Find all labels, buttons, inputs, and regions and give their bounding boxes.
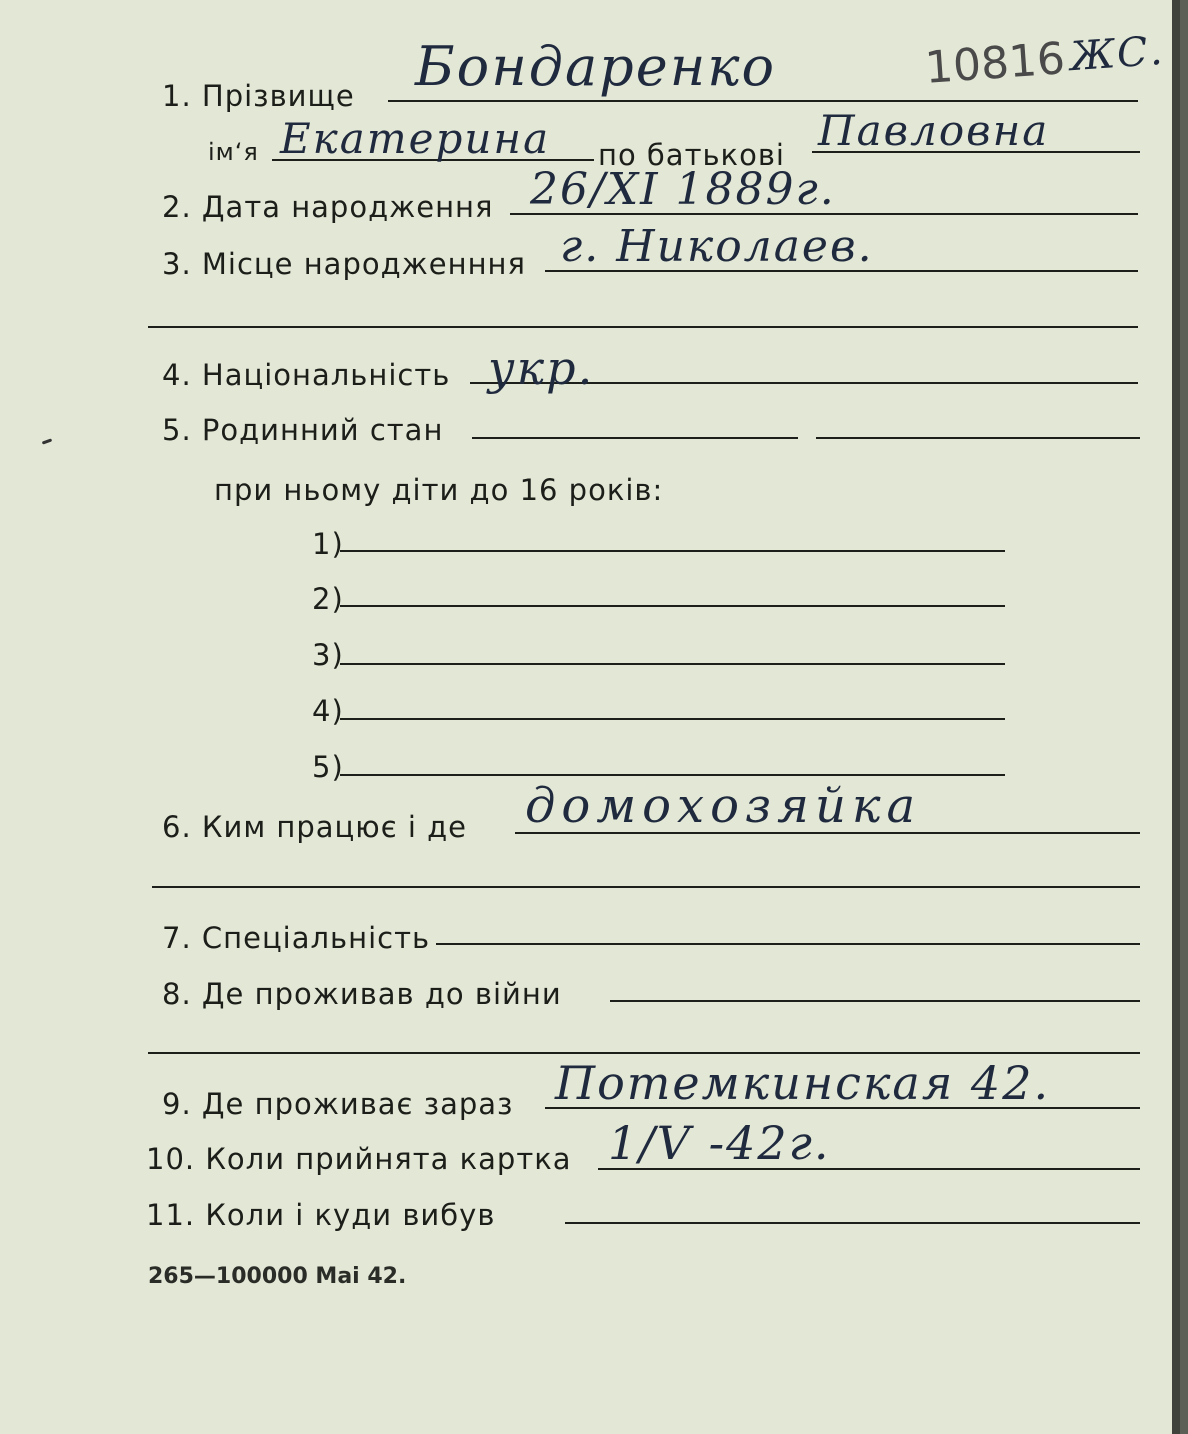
field-current-residence-label: 9. Де проживає зараз [162,1087,514,1121]
child-1-label: 1) [312,527,344,561]
field-occupation-value: домохозяйка [525,778,922,834]
child-4-label: 4) [312,694,344,728]
field-marital-line-1 [472,437,798,439]
field-prewar-residence-label: 8. Де проживав до війни [162,977,562,1011]
field-departed-label: 11. Коли і куди вибув [146,1198,496,1232]
field-surname-label: 1. Прізвище [162,79,355,113]
field-nationality-value: укр. [488,341,595,395]
child-5-label: 5) [312,750,344,784]
field-departed-line [565,1222,1140,1224]
child-1-line [340,550,1005,552]
ink-speck [42,438,52,444]
print-code: 265—100000 Mai 42. [148,1264,407,1289]
child-5-line [340,774,1005,776]
field-occupation-label: 6. Ким працює і де [162,810,468,844]
field-current-residence-value: Потемкинская 42. [555,1056,1051,1110]
field-specialty-line [436,943,1140,945]
field-patronymic-value: Павловна [818,106,1050,155]
field-marital-label: 5. Родинний стан [162,413,444,447]
field-prewar-residence-line [610,1000,1140,1002]
field-card-accepted-value: 1/V -42г. [608,1116,831,1170]
field-patronymic-label: по батькові [598,138,785,172]
child-2-line [340,605,1005,607]
field-card-accepted-label: 10. Коли прийнята картка [146,1142,572,1176]
child-3-label: 3) [312,638,344,672]
field-birthplace-extra-line [148,326,1138,328]
field-nationality-label: 4. Національність [162,358,451,392]
child-3-line [340,663,1005,665]
field-birthplace-value: г. Николаев. [560,221,874,272]
child-2-label: 2) [312,582,344,616]
field-birthdate-value: 26/XI 1889г. [530,164,836,215]
field-surname-line [388,100,1138,102]
field-prewar-residence-extra-line [148,1052,1140,1054]
field-birthdate-label: 2. Дата народження [162,190,494,224]
child-4-line [340,718,1005,720]
field-marital-line-2 [816,437,1140,439]
archive-mark: ЖС. [1068,27,1166,81]
field-occupation-extra-line [152,886,1140,888]
field-name-value: Екатерина [280,114,551,163]
field-surname-value: Бондаренко [415,35,777,98]
field-specialty-label: 7. Спеціальність [162,921,431,955]
field-birthplace-label: 3. Місце народженння [162,247,526,281]
archive-number: 10816 [923,33,1067,94]
children-label: при ньому діти до 16 років: [214,473,664,507]
field-name-label: ім‘я [208,138,259,166]
